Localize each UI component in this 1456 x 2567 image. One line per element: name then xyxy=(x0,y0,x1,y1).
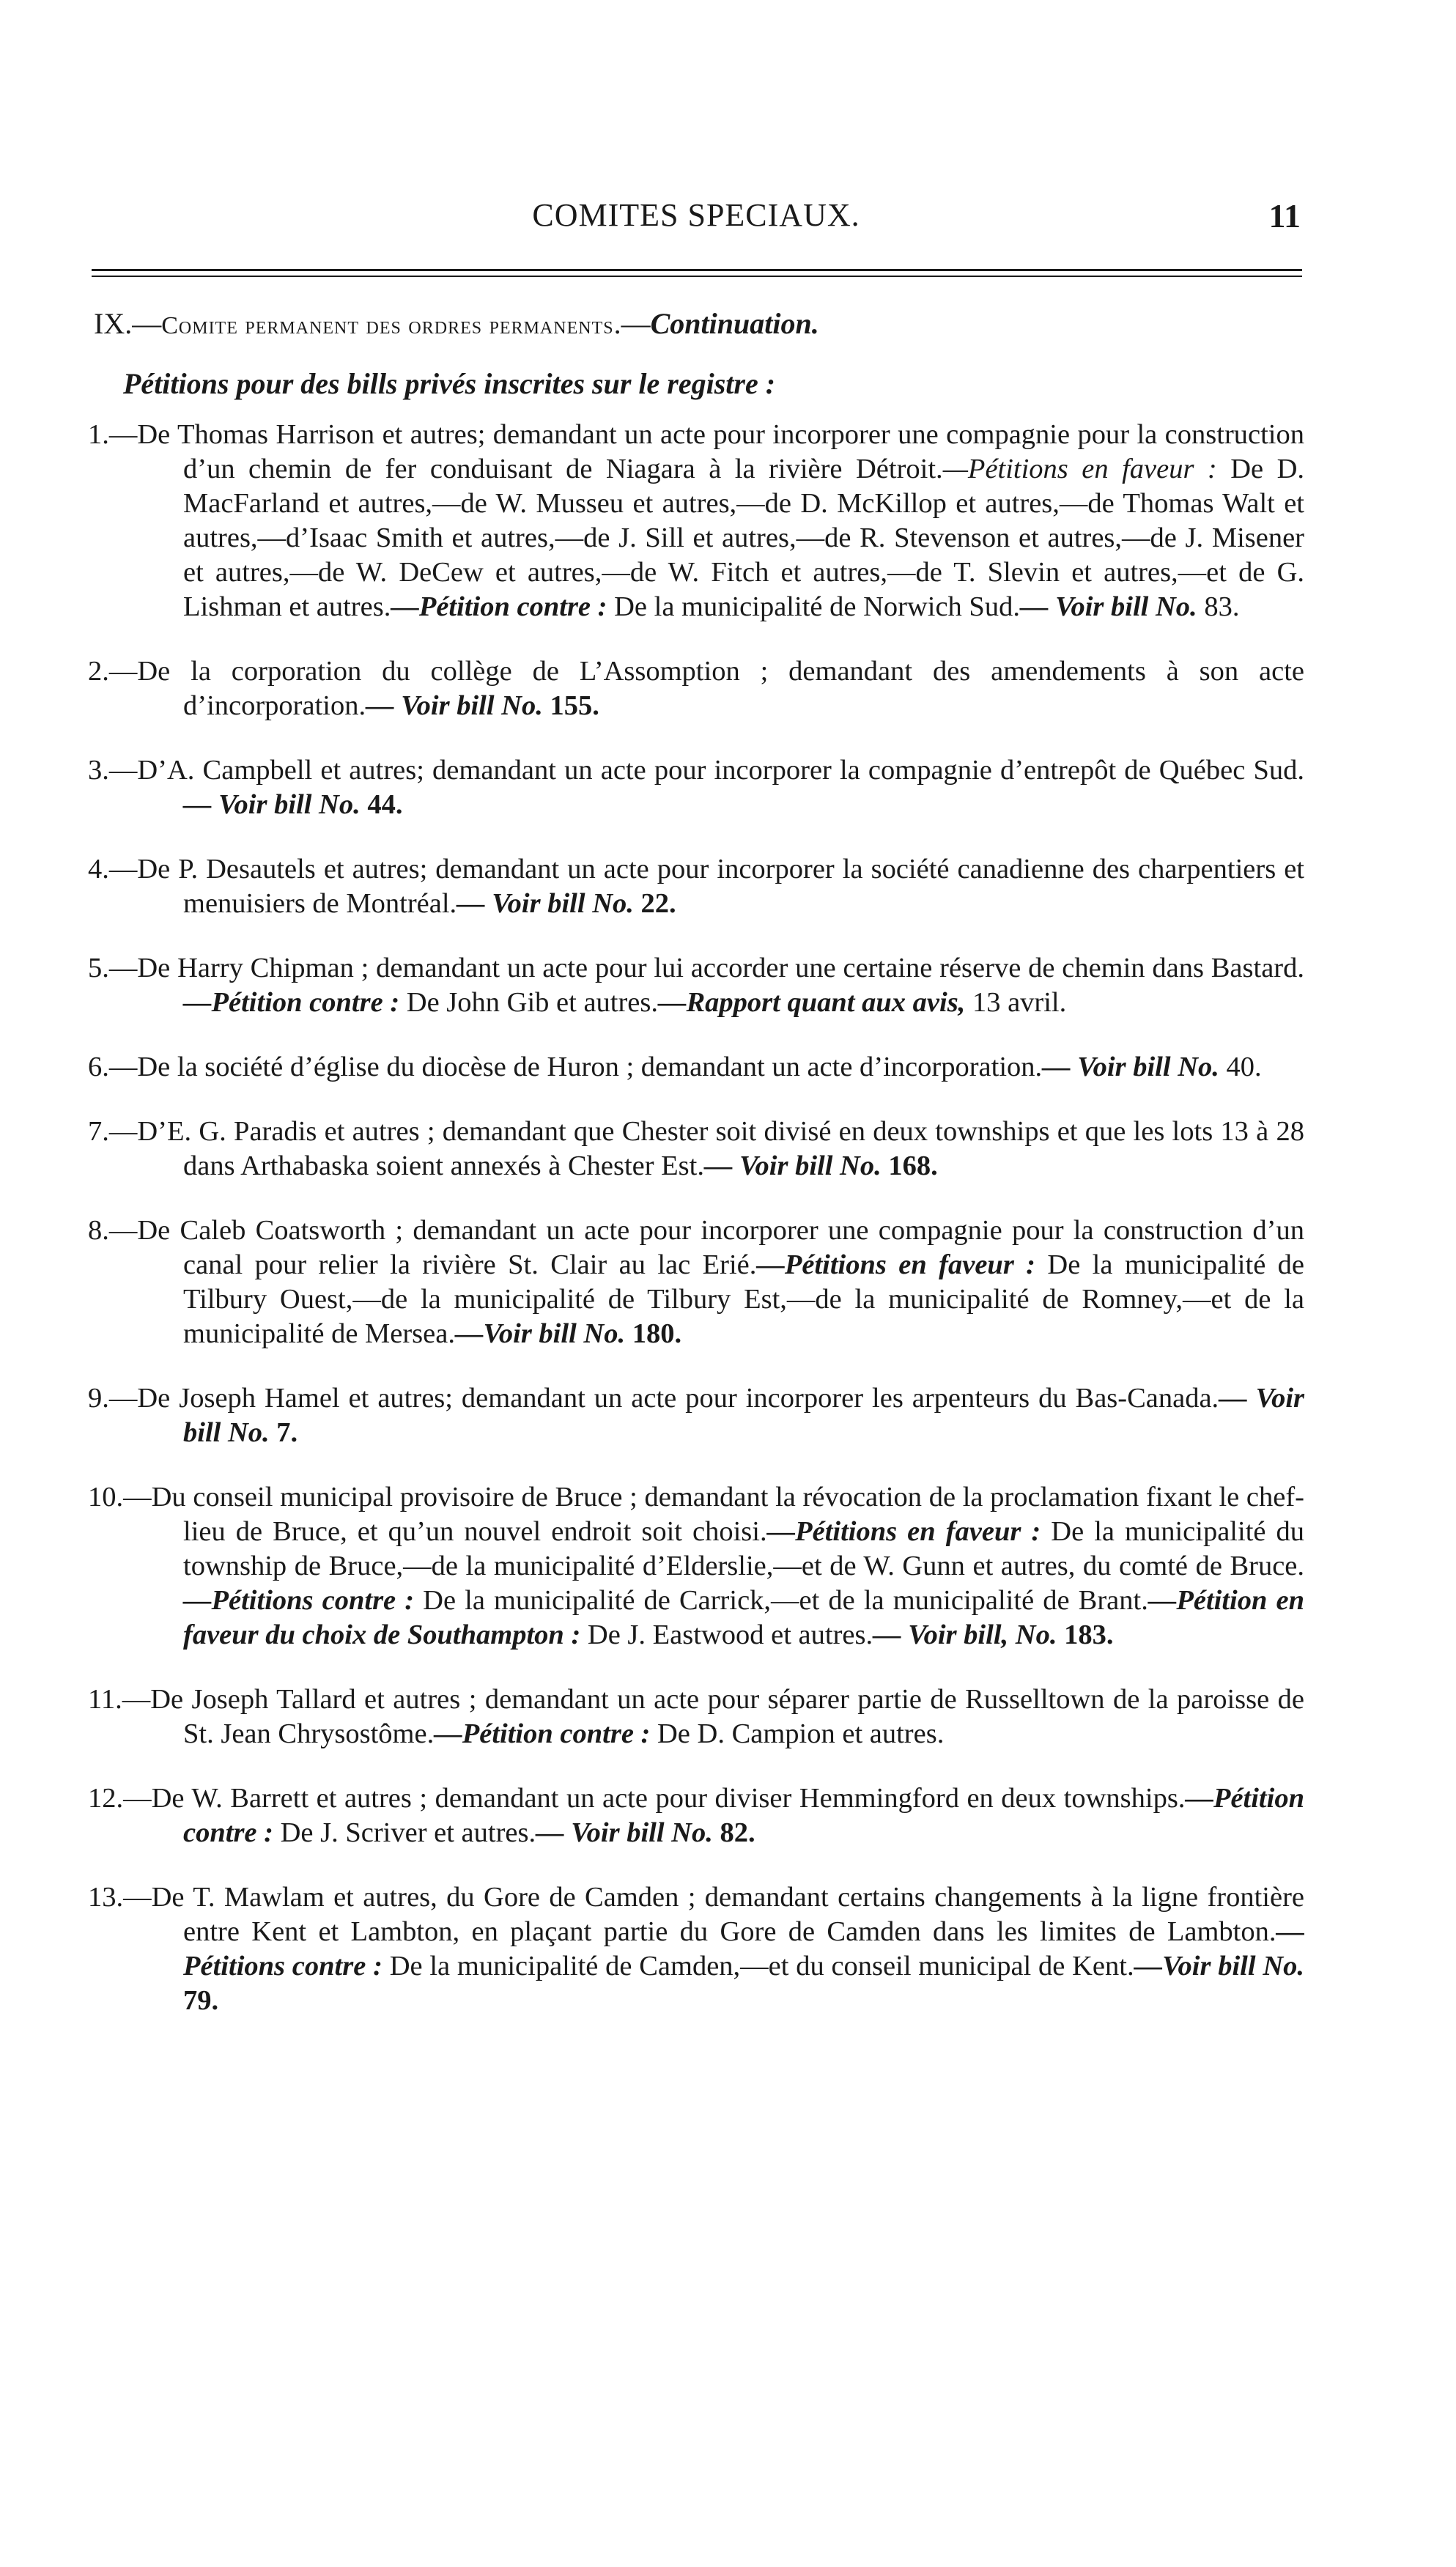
petition-text-segment: — Voir bill, No. xyxy=(873,1619,1057,1650)
petition-text-segment: 168. xyxy=(881,1150,938,1181)
petition-entry xyxy=(88,1880,1304,2018)
petition-number: 12. xyxy=(88,1783,124,1814)
petition-text-segment: 155. xyxy=(542,690,599,721)
petition-list xyxy=(88,418,1304,2048)
petition-entry xyxy=(88,1480,1304,1652)
running-title: COMITES SPECIAUX. xyxy=(532,197,860,233)
petition-text-segment: De D. Campion et autres. xyxy=(650,1718,945,1749)
petition-number: 13. xyxy=(88,1882,124,1913)
petition-text-segment: —De T. Mawlam et autres, du Gore de Camden ; demandant certains changements à la ligne frontière entre Kent et Lambton, en plaçant partie du Gore de Camden dans les limites de Lambton. xyxy=(123,1882,1304,1947)
petition-text-segment: — Voir bill No. xyxy=(366,690,543,721)
petition-text-segment: —Pétitions contre : xyxy=(183,1916,1304,1981)
petition-text-segment: —Pétition contre : xyxy=(391,591,607,622)
petition-text-segment: 7. xyxy=(269,1417,298,1448)
petition-text-segment: De J. Scriver et autres. xyxy=(273,1817,536,1848)
petition-text-segment: —Pétitions en faveur : xyxy=(766,1516,1041,1547)
petition-number: 3. xyxy=(88,755,109,786)
petition-entry xyxy=(88,753,1304,822)
subheading: Pétitions pour des bills privés inscrites sur le registre : xyxy=(123,367,776,400)
petition-text-segment: De la municipalité de Carrick,—et de la municipalité de Brant. xyxy=(414,1585,1148,1616)
petition-text-segment: — Voir bill No. xyxy=(183,789,361,820)
petition-text-segment: 13 avril. xyxy=(965,987,1067,1018)
petition-entry xyxy=(88,1115,1304,1183)
petition-text-segment: —D’E. G. Paradis et autres ; demandant que Chester soit divisé en deux townships et que les lots 13 à 28 dans Arthabaska soient annexés à Chester Est. xyxy=(108,1116,1304,1181)
petition-entry xyxy=(88,1781,1304,1850)
petition-entry xyxy=(88,1050,1304,1085)
petition-text-segment: —D’A. Campbell et autres; demandant un acte pour incorporer la compagnie d’entrepôt de Québec Sud. xyxy=(108,755,1304,786)
petition-text-segment: —De Thomas Harrison et autres; demandant un acte pour incorporer une compagnie pour la construction d’un chemin de fer conduisant de Niagara à la rivière Détroit. xyxy=(108,419,1304,484)
petition-text-segment: 40. xyxy=(1219,1052,1262,1082)
petition-text-segment: —De Joseph Tallard et autres ; demandant un acte pour séparer partie de Russelltown de la paroisse de St. Jean Chrysostôme. xyxy=(122,1684,1304,1749)
petition-number: 2. xyxy=(88,656,109,687)
petition-entry xyxy=(88,852,1304,921)
petition-text-segment: —Rapport quant aux avis, xyxy=(658,987,966,1018)
petition-number: 6. xyxy=(88,1052,109,1082)
petition-entry xyxy=(88,1381,1304,1450)
petition-text-segment: De la municipalité de Tilbury Ouest,—de la municipalité de Tilbury Est,—de la municipalité de Romney,—et de la municipalité de Mersea. xyxy=(183,1249,1305,1349)
petition-text-segment: De J. Eastwood et autres. xyxy=(580,1619,873,1650)
petition-text-segment: — Voir bill No. xyxy=(457,888,634,919)
petition-text-segment: 83. xyxy=(1197,591,1240,622)
petition-text-segment: —De Joseph Hamel et autres; demandant un acte pour incorporer les arpenteurs du Bas-Canada. xyxy=(108,1383,1219,1414)
petition-entry xyxy=(88,1214,1304,1351)
petition-text-segment: 79. xyxy=(183,1985,219,2016)
section-name: Comite permanent des ordres permanents xyxy=(161,312,614,339)
petition-entry xyxy=(88,1683,1304,1751)
petition-text-segment: De D. MacFarland et autres,—de W. Musseu et autres,—de D. McKillop et autres,—de Thomas Walt et autres,—d’Isaac Smith et autres,—de J. Sill et autres,—de R. Stevenson et autres,—de J. Misener et autres,—de W. DeCew et autres,—de W. Fitch et autres,—de T. Slevin et autres,—et de G. Lishman et autres. xyxy=(183,454,1305,622)
petition-text-segment: —Pétition contre : xyxy=(434,1718,651,1749)
running-header xyxy=(92,196,1301,240)
petition-text-segment: 22. xyxy=(633,888,676,919)
petition-text-segment: De John Gib et autres. xyxy=(399,987,658,1018)
petition-number: 4. xyxy=(88,854,109,884)
petition-text-segment: —Voir bill No. xyxy=(1134,1951,1305,1981)
header-rule-top xyxy=(92,269,1302,271)
petition-number: 7. xyxy=(88,1116,109,1147)
petition-entry xyxy=(88,654,1304,723)
petition-number: 8. xyxy=(88,1215,109,1246)
petition-text-segment: — Voir bill No. xyxy=(183,1383,1304,1448)
petition-text-segment: —De Harry Chipman ; demandant un acte pour lui accorder une certaine réserve de chemin dans Bastard. xyxy=(108,953,1304,983)
section-dash: .— xyxy=(613,307,651,340)
petition-entry xyxy=(88,418,1304,624)
petition-text-segment: — Voir bill No. xyxy=(1042,1052,1219,1082)
petition-text-segment: — Voir bill No. xyxy=(1019,591,1197,622)
petition-number: 5. xyxy=(88,953,109,983)
section-heading xyxy=(94,306,819,341)
petition-text-segment: —Pétitions contre : xyxy=(183,1585,415,1616)
page-number: 11 xyxy=(1268,197,1301,234)
section-continuation: Continuation. xyxy=(650,307,819,340)
petition-number: 9. xyxy=(88,1383,109,1414)
petition-text-segment: De la municipalité du township de Bruce,—de la municipalité d’Elderslie,—et de W. Gunn et autres, du comté de Bruce. xyxy=(183,1516,1305,1581)
petition-number: 1. xyxy=(88,419,109,450)
petition-entry xyxy=(88,951,1304,1020)
petition-text-segment: 180. xyxy=(625,1318,682,1349)
petition-text-segment: —Pétition contre : xyxy=(183,1783,1304,1848)
petition-text-segment: De la municipalité de Camden,—et du conseil municipal de Kent. xyxy=(382,1951,1134,1981)
petition-text-segment: —De W. Barrett et autres ; demandant un acte pour diviser Hemmingford en deux townships. xyxy=(123,1783,1186,1814)
petition-text-segment: —Pétition contre : xyxy=(183,987,400,1018)
petition-text-segment: —Du conseil municipal provisoire de Bruce ; demandant la révocation de la proclamation fixant le chef-lieu de Bruce, et qu’un nouvel endroit soit choisi. xyxy=(123,1482,1304,1547)
petition-text-segment: 82. xyxy=(712,1817,755,1848)
petition-text-segment: —Pétitions en faveur : xyxy=(942,454,1217,484)
petition-text-segment: —Pétition en faveur du choix de Southampton : xyxy=(183,1585,1304,1650)
petition-text-segment: 44. xyxy=(360,789,403,820)
petition-text-segment: —Voir bill No. xyxy=(454,1318,626,1349)
petition-text-segment: —De P. Desautels et autres; demandant un acte pour incorporer la société canadienne des charpentiers et menuisiers de Montréal. xyxy=(108,854,1304,919)
petition-number: 11. xyxy=(88,1684,122,1715)
petition-number: 10. xyxy=(88,1482,124,1513)
petition-text-segment: 183. xyxy=(1057,1619,1114,1650)
petition-text-segment: —De Caleb Coatsworth ; demandant un acte pour incorporer une compagnie pour la construction d’un canal pour relier la rivière St. Clair au lac Erié. xyxy=(108,1215,1304,1280)
petition-text-segment: — Voir bill No. xyxy=(704,1150,882,1181)
petition-text-segment: — Voir bill No. xyxy=(536,1817,713,1848)
header-rule-bottom xyxy=(92,276,1302,277)
petition-text-segment: —De la corporation du collège de L’Assomption ; demandant des amendements à son acte d’incorporation. xyxy=(108,656,1304,721)
section-number: IX.— xyxy=(94,307,162,340)
petition-text-segment: De la municipalité de Norwich Sud. xyxy=(607,591,1020,622)
petition-text-segment: —Pétitions en faveur : xyxy=(756,1249,1036,1280)
petition-text-segment: —De la société d’église du diocèse de Huron ; demandant un acte d’incorporation. xyxy=(108,1052,1043,1082)
